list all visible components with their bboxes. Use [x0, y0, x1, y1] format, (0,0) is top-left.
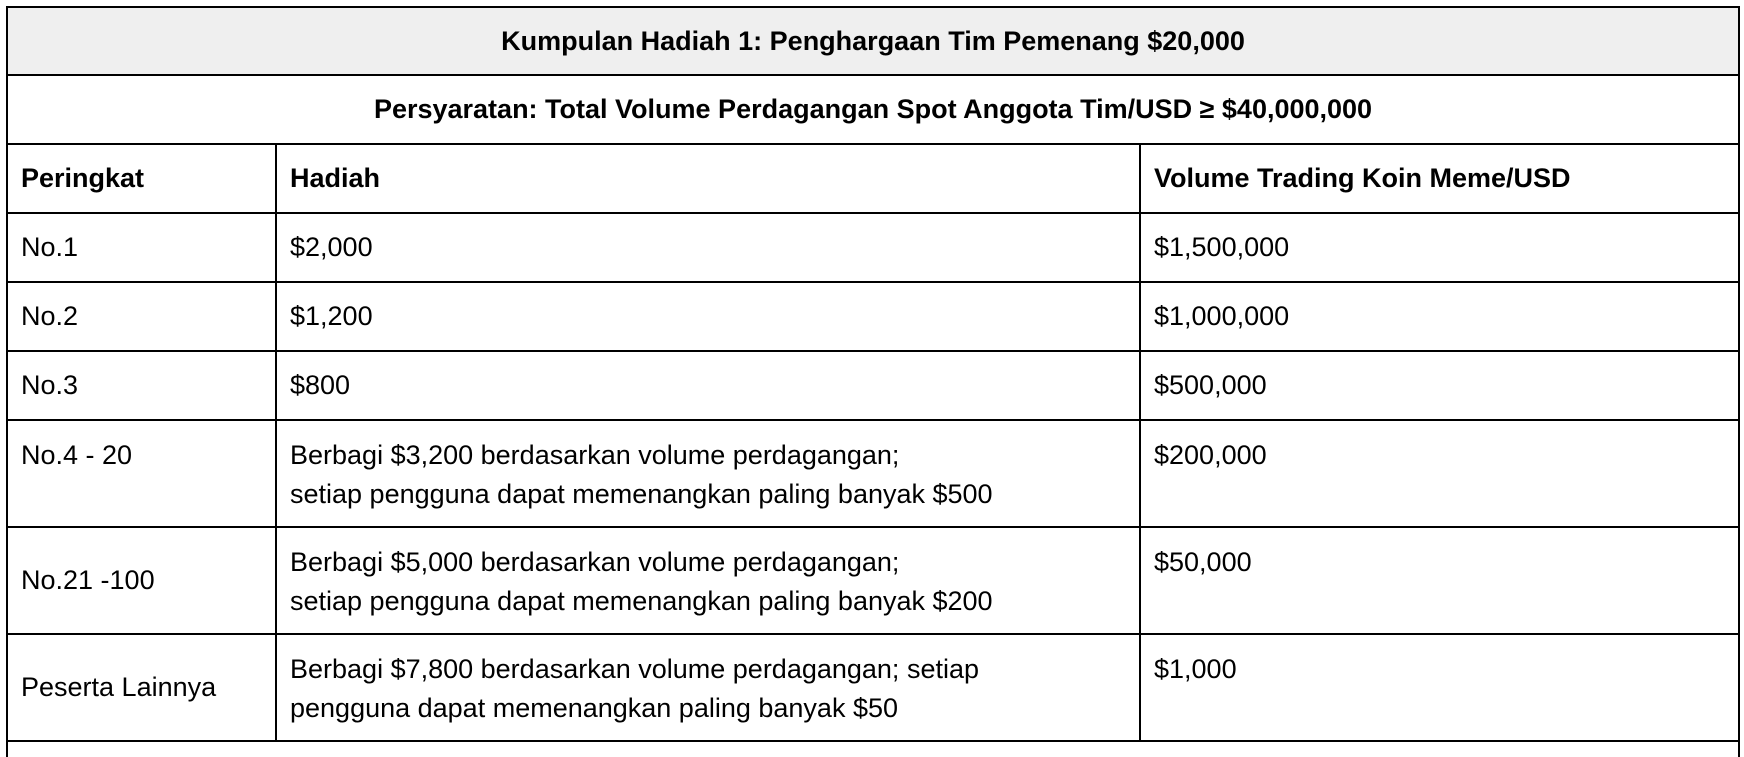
volume-cell: $200,000 — [1140, 420, 1739, 527]
table-row — [7, 213, 1739, 282]
reward-cell — [276, 351, 1140, 420]
reward-line: Berbagi $5,000 berdasarkan volume perdagangan; — [290, 547, 900, 577]
volume-cell: $1,500,000 — [1140, 213, 1739, 282]
prize-pool-table — [6, 6, 1740, 757]
volume-cell: $1,000,000 — [1140, 282, 1739, 351]
header-row — [7, 144, 1739, 213]
table-row — [7, 420, 1739, 527]
reward-line: pengguna dapat memenangkan paling banyak $50 — [290, 693, 898, 723]
header-rank: Peringkat — [7, 144, 276, 213]
volume-cell: $500,000 — [1140, 351, 1739, 420]
requirement-text: Persyaratan: Total Volume Perdagangan Spot Anggota Tim/USD ≥ $40,000,000 — [7, 75, 1739, 144]
header-volume: Volume Trading Koin Meme/USD — [1140, 144, 1739, 213]
rank-cell: No.4 - 20 — [7, 420, 276, 527]
rank-cell: Peserta Lainnya — [7, 634, 276, 741]
table-row — [7, 351, 1739, 420]
reward-line: $1,200 — [290, 301, 373, 331]
reward-cell — [276, 527, 1140, 634]
header-reward: Hadiah — [276, 144, 1140, 213]
reward-cell — [276, 634, 1140, 741]
reward-line: setiap pengguna dapat memenangkan paling banyak $500 — [290, 479, 993, 509]
table-title: Kumpulan Hadiah 1: Penghargaan Tim Pemenang $20,000 — [7, 7, 1739, 75]
reward-line: $2,000 — [290, 232, 373, 262]
reward-cell — [276, 213, 1140, 282]
rank-cell: No.21 -100 — [7, 527, 276, 634]
table-row — [7, 527, 1739, 634]
table-row — [7, 282, 1739, 351]
reward-line: setiap pengguna dapat memenangkan paling banyak $200 — [290, 586, 993, 616]
reward-line: Berbagi $7,800 berdasarkan volume perdagangan; setiap — [290, 654, 979, 684]
reward-cell — [276, 420, 1140, 527]
volume-cell: $1,000 — [1140, 634, 1739, 741]
requirement-row — [7, 75, 1739, 144]
reward-line: Berbagi $3,200 berdasarkan volume perdagangan; — [290, 440, 900, 470]
table-continuation — [7, 741, 1739, 757]
volume-cell: $50,000 — [1140, 527, 1739, 634]
table-row — [7, 634, 1739, 741]
table-title-row — [7, 7, 1739, 75]
reward-cell — [276, 282, 1140, 351]
reward-line: $800 — [290, 370, 351, 400]
table-continuation-cell — [7, 741, 1739, 757]
rank-cell: No.2 — [7, 282, 276, 351]
rank-cell: No.1 — [7, 213, 276, 282]
rank-cell: No.3 — [7, 351, 276, 420]
